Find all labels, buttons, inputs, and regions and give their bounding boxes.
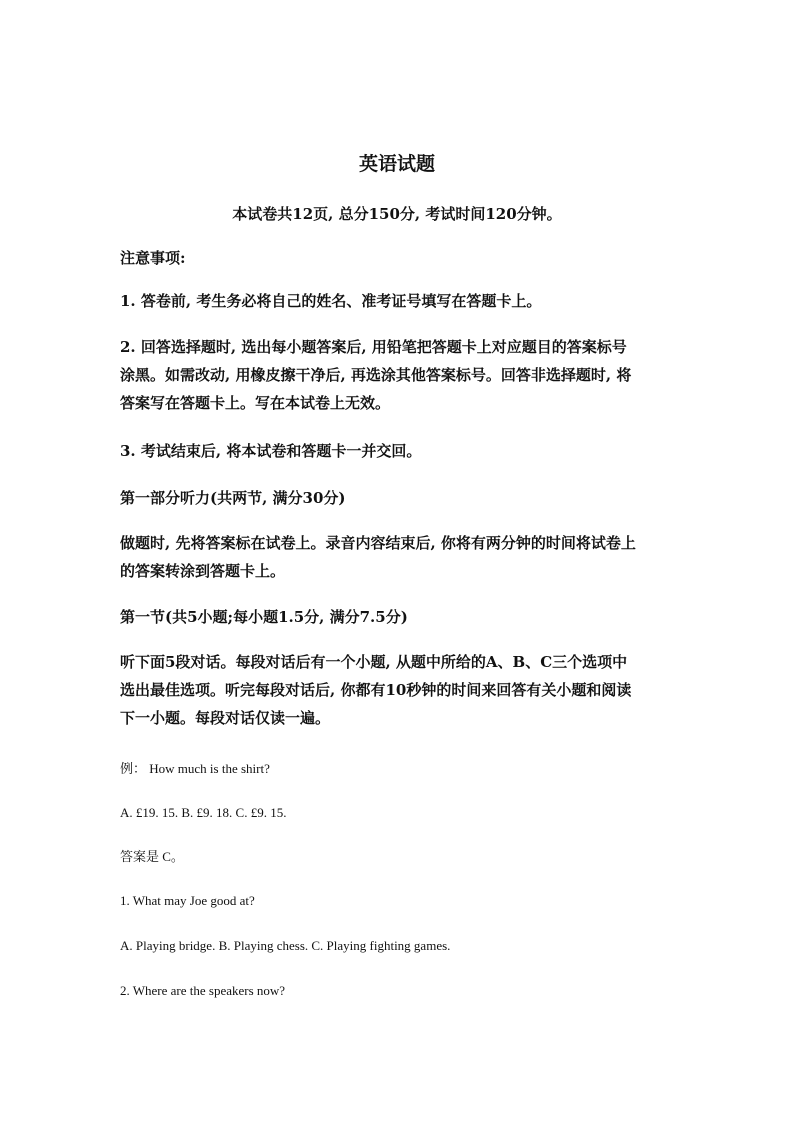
part1-heading: 第一部分听力(共两节, 满分30分)	[120, 489, 346, 507]
section1-heading: 第一节(共5小题;每小题1.5分, 满分7.5分)	[120, 608, 408, 626]
notice-item-2-line: 2. 回答选择题时, 选出每小题答案后, 用铅笔把答题卡上对应题目的答案标号	[120, 338, 627, 356]
notice-item-2	[120, 333, 680, 417]
section1-instructions-line: 听下面5段对话。每段对话后有一个小题, 从题中所给的A、B、C三个选项中	[120, 653, 628, 671]
part1-instructions	[120, 529, 680, 585]
notice-item-1: 1. 答卷前, 考生务必将自己的姓名、准考证号填写在答题卡上。	[120, 292, 542, 310]
question-1: 1. What may Joe good at?	[120, 893, 255, 908]
notice-item-2-line: 答案写在答题卡上。写在本试卷上无效。	[120, 394, 391, 412]
notice-item-3: 3. 考试结束后, 将本试卷和答题卡一并交回。	[120, 442, 422, 460]
question-2: 2. Where are the speakers now?	[120, 983, 286, 998]
example-options: A. £19. 15. B. £9. 18. C. £9. 15.	[120, 805, 287, 820]
section1-instructions-line: 选出最佳选项。听完每段对话后, 你都有10秒钟的时间来回答有关小题和阅读	[120, 681, 632, 699]
part1-instructions-line: 做题时, 先将答案标在试卷上。录音内容结束后, 你将有两分钟的时间将试卷上	[120, 534, 636, 552]
page-title: 英语试题	[358, 153, 435, 175]
example-question: 例： How much is the shirt?	[120, 761, 270, 776]
section1-instructions	[120, 648, 680, 732]
part1-instructions-line: 的答案转涂到答题卡上。	[120, 562, 286, 580]
exam-info: 本试卷共12页, 总分150分, 考试时间120分钟。	[232, 205, 562, 223]
section1-instructions-line: 下一小题。每段对话仅读一遍。	[120, 709, 331, 727]
question-1-options: A. Playing bridge. B. Playing chess. C. Playing fighting games.	[120, 938, 451, 953]
example-answer: 答案是 C。	[120, 849, 184, 864]
notice-item-2-line: 涂黑。如需改动, 用橡皮擦干净后, 再选涂其他答案标号。回答非选择题时, 将	[120, 366, 632, 384]
notice-heading: 注意事项:	[120, 249, 186, 267]
